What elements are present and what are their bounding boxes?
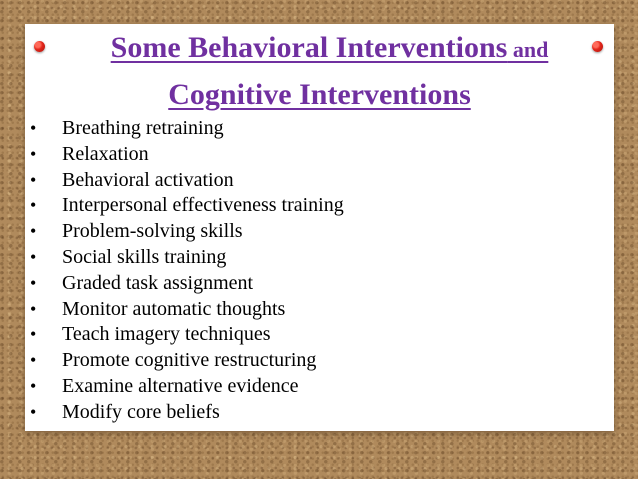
bullet-icon: • — [30, 350, 37, 371]
list-item-text: Breathing retraining — [62, 117, 224, 139]
slide-title — [25, 27, 614, 121]
bullet-icon: • — [30, 375, 37, 396]
list-item-text: Behavioral activation — [62, 168, 234, 191]
bullet-icon: • — [30, 169, 37, 190]
bullet-icon: • — [30, 221, 37, 242]
title-main-text: Some Behavioral Interventions — [110, 31, 508, 64]
bullet-icon: • — [30, 195, 37, 216]
list-item-text: Graded task assignment — [62, 271, 254, 294]
list-item-text: Teach imagery techniques — [62, 323, 271, 346]
list-item-text: Social skills training — [62, 245, 227, 268]
list-item-text: Promote cognitive restructuring — [62, 349, 317, 372]
slide-card — [25, 24, 614, 431]
bullet-icon: • — [30, 324, 37, 345]
list-item-text: Interpersonal effectiveness training — [62, 194, 344, 217]
title-line-1 — [25, 27, 614, 74]
bullet-icon: • — [30, 298, 37, 319]
bullet-icon: • — [30, 118, 37, 138]
bullet-icon: • — [30, 401, 37, 422]
title-line-2-text: Cognitive Interventions — [168, 78, 471, 111]
bullet-icon: • — [30, 246, 37, 267]
title-and-text: and — [507, 37, 549, 62]
list-item-text: Monitor automatic thoughts — [62, 297, 286, 320]
bullet-icon: • — [30, 272, 37, 293]
bullet-icon: • — [30, 143, 37, 164]
title-line-2 — [25, 74, 614, 121]
list-item-text: Problem-solving skills — [62, 220, 243, 243]
list-item-text: Modify core beliefs — [62, 400, 220, 423]
list-item-text: Examine alternative evidence — [62, 374, 299, 397]
list-item-text: Relaxation — [62, 142, 149, 165]
